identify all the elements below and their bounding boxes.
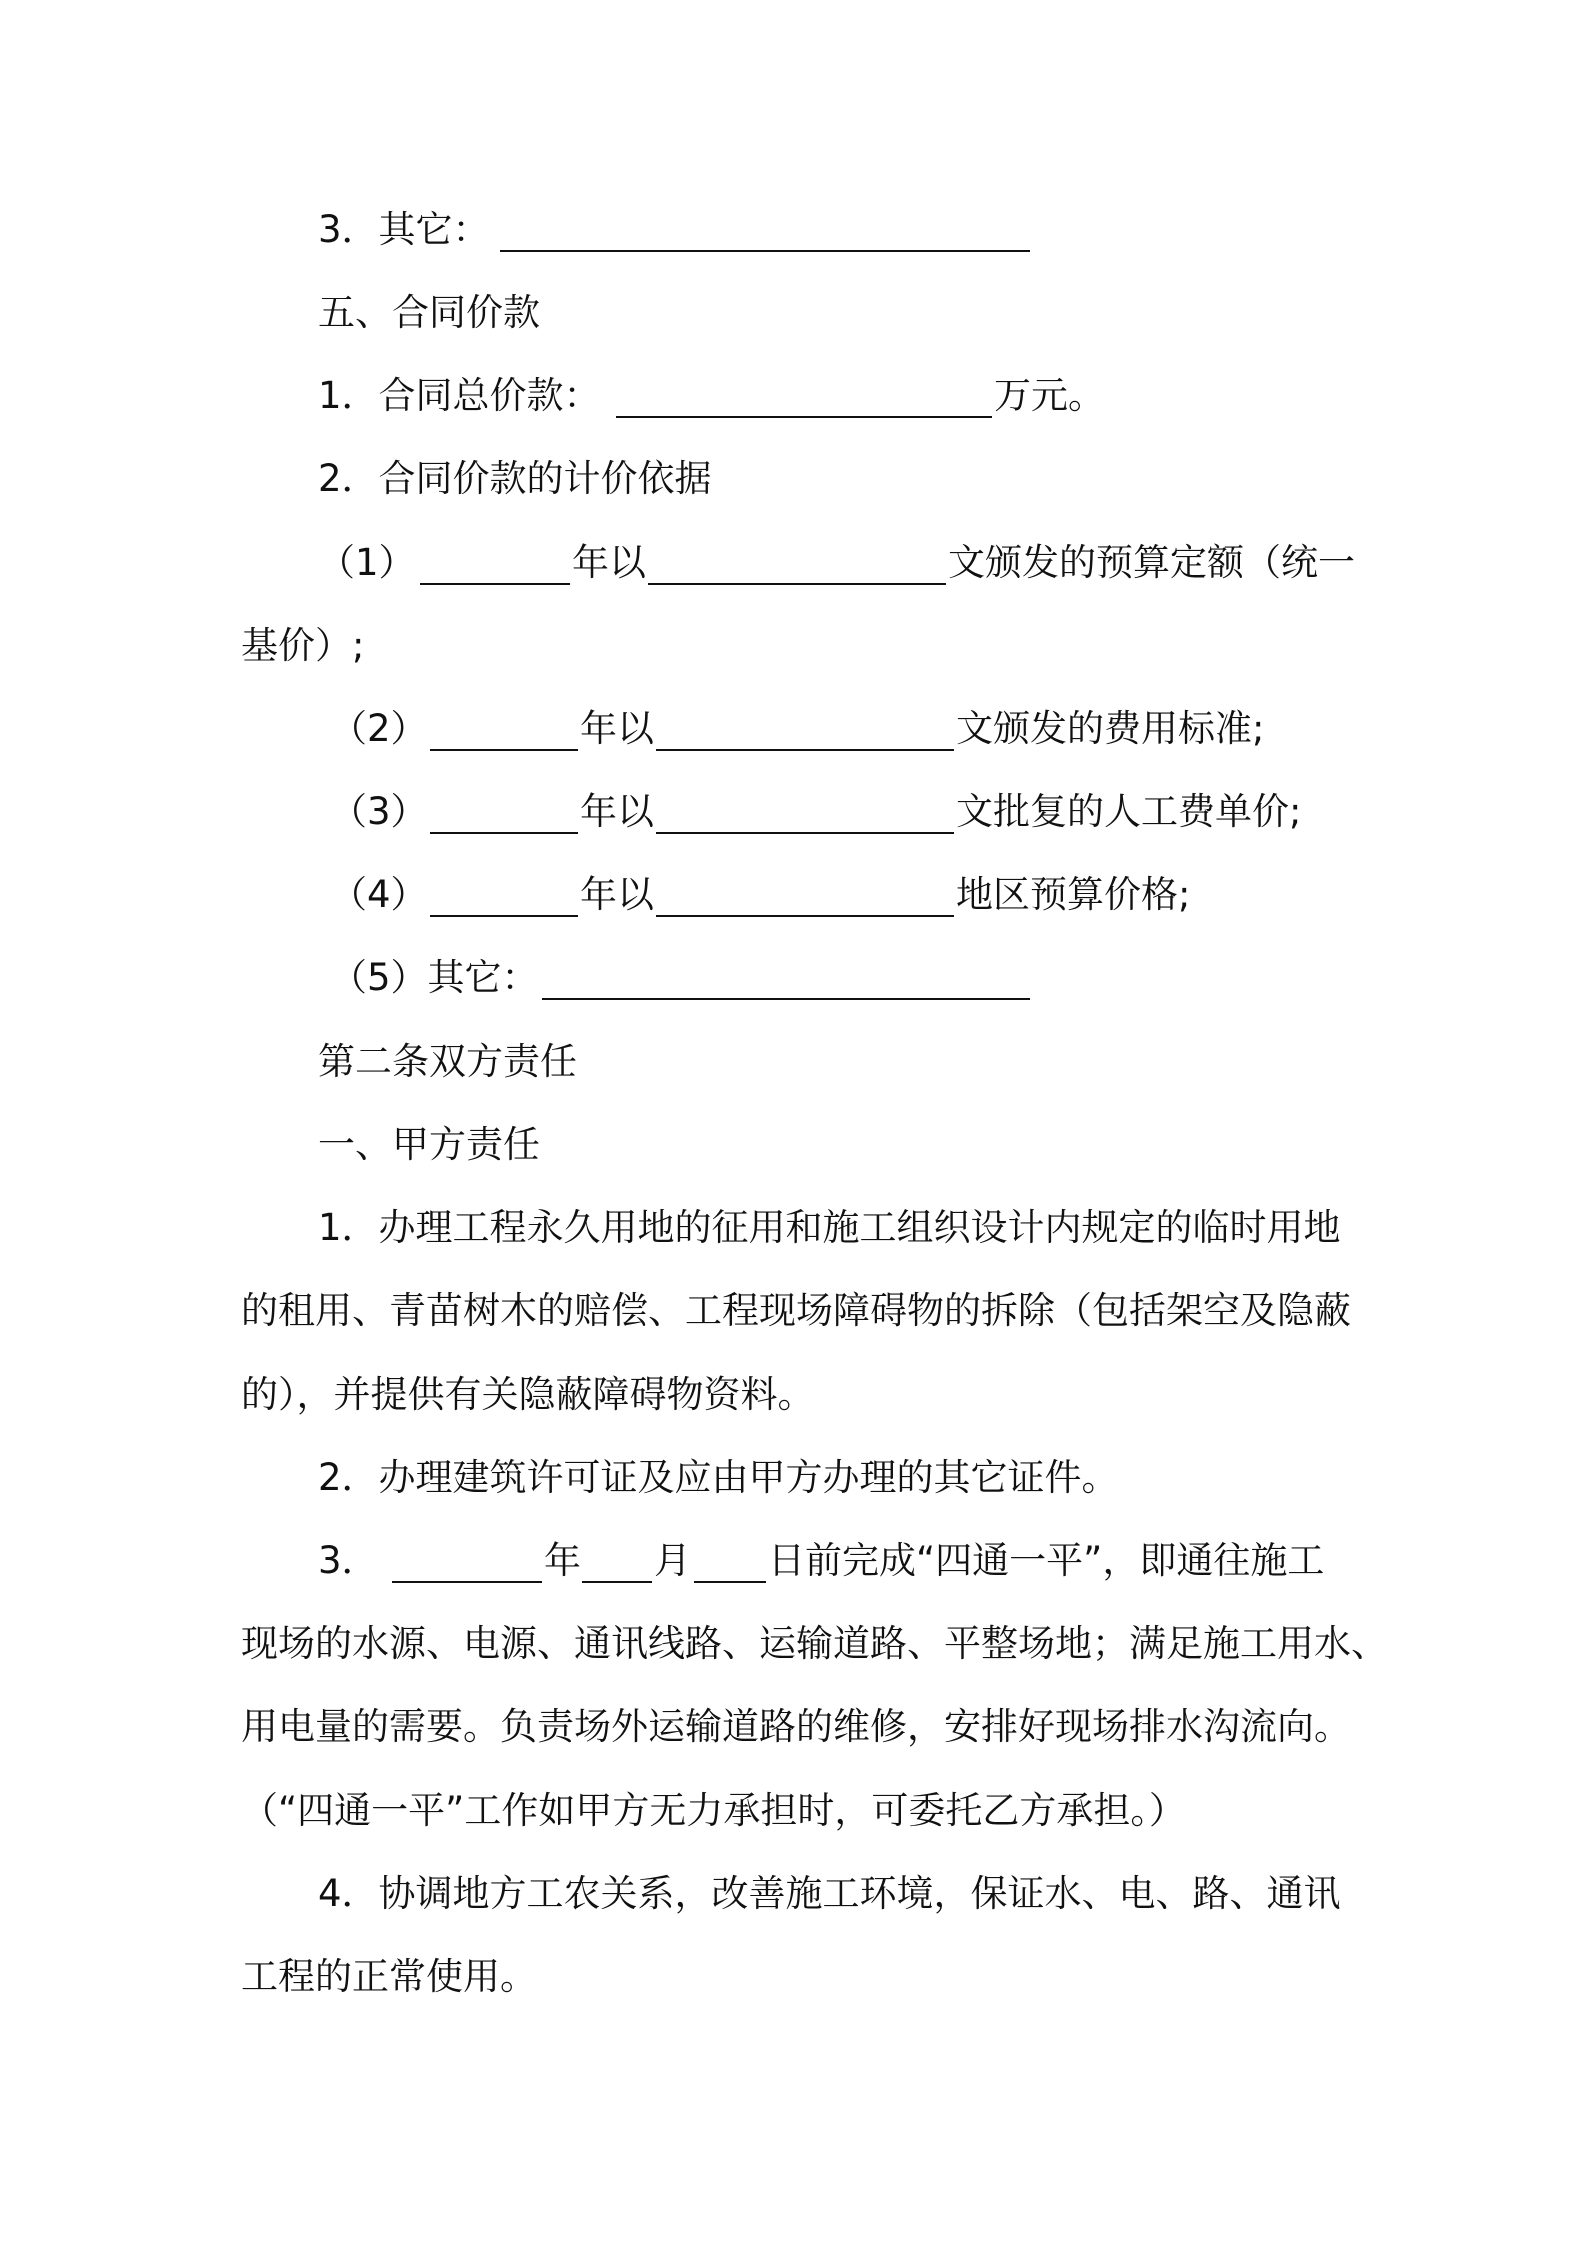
basis-3-text: 文批复的人工费单价; bbox=[956, 790, 1302, 833]
item-3-other-blank bbox=[500, 250, 1030, 252]
duty-3-month-blank bbox=[582, 1581, 652, 1583]
basis-5-label: （5）其它： bbox=[330, 956, 539, 999]
duty-3-text-3: 用电量的需要。负责场外运输道路的维修，安排好现场排水沟流向。 bbox=[241, 1705, 1351, 1748]
basis-3-year: 年以 bbox=[580, 790, 654, 833]
basis-2-year-blank bbox=[430, 749, 578, 751]
party-a-title-text: 一、甲方责任 bbox=[318, 1123, 540, 1166]
duty-2-text: 2．办理建筑许可证及应由甲方办理的其它证件。 bbox=[318, 1456, 1119, 1499]
basis-5-blank bbox=[542, 998, 1030, 1000]
duty-1-text-2: 的租用、青苗树木的赔偿、工程现场障碍物的拆除（包括架空及隐蔽 bbox=[241, 1289, 1351, 1332]
duty-1-text-1: 1．办理工程永久用地的征用和施工组织设计内规定的临时用地 bbox=[318, 1206, 1341, 1249]
duty-3-month: 月 bbox=[654, 1539, 691, 1582]
duty-3-year: 年 bbox=[544, 1539, 581, 1582]
basis-4-num: （4） bbox=[330, 873, 428, 916]
basis-2-doc-blank bbox=[656, 749, 954, 751]
basis-2-text: 文颁发的费用标准; bbox=[956, 707, 1265, 750]
price-total-label: 1．合同总价款： bbox=[318, 374, 601, 417]
basis-1-year: 年以 bbox=[572, 541, 646, 584]
duty-3-day-blank bbox=[694, 1581, 766, 1583]
basis-3-year-blank bbox=[430, 832, 578, 834]
basis-1-text-line2: 基价）; bbox=[241, 624, 365, 667]
item-3-other-label: 3．其它： bbox=[318, 208, 490, 251]
duty-1-text-3: 的），并提供有关隐蔽障碍物资料。 bbox=[241, 1373, 815, 1416]
basis-1-num: （1） bbox=[318, 541, 416, 584]
article-2-title-text: 第二条双方责任 bbox=[318, 1040, 577, 1083]
duty-3-day-text: 日前完成“四通一平”，即通往施工 bbox=[768, 1539, 1325, 1582]
duty-3-text-2: 现场的水源、电源、通讯线路、运输道路、平整场地；满足施工用水、 bbox=[241, 1622, 1388, 1665]
duty-4-text-1: 4．协调地方工农关系，改善施工环境，保证水、电、路、通讯 bbox=[318, 1872, 1341, 1915]
basis-4-year-blank bbox=[430, 915, 578, 917]
basis-3-num: （3） bbox=[330, 790, 428, 833]
duty-3-num: 3． bbox=[318, 1539, 379, 1582]
price-basis-title-text: 2．合同价款的计价依据 bbox=[318, 457, 712, 500]
basis-3-doc-blank bbox=[656, 832, 954, 834]
price-total-unit: 万元。 bbox=[994, 374, 1105, 417]
basis-4-text: 地区预算价格; bbox=[956, 873, 1191, 916]
price-total-blank bbox=[616, 416, 992, 418]
section-5-title-text: 五、合同价款 bbox=[318, 291, 540, 334]
duty-3-text-4: （“四通一平”工作如甲方无力承担时，可委托乙方承担。） bbox=[241, 1789, 1186, 1832]
basis-1-year-blank bbox=[420, 583, 570, 585]
basis-4-region-blank bbox=[656, 915, 954, 917]
duty-4-text-2: 工程的正常使用。 bbox=[241, 1955, 537, 1998]
basis-1-doc-blank bbox=[648, 583, 946, 585]
basis-2-year: 年以 bbox=[580, 707, 654, 750]
basis-2-num: （2） bbox=[330, 707, 428, 750]
basis-4-year: 年以 bbox=[580, 873, 654, 916]
duty-3-year-blank bbox=[392, 1581, 542, 1583]
basis-1-text: 文颁发的预算定额（统一 bbox=[948, 541, 1355, 584]
